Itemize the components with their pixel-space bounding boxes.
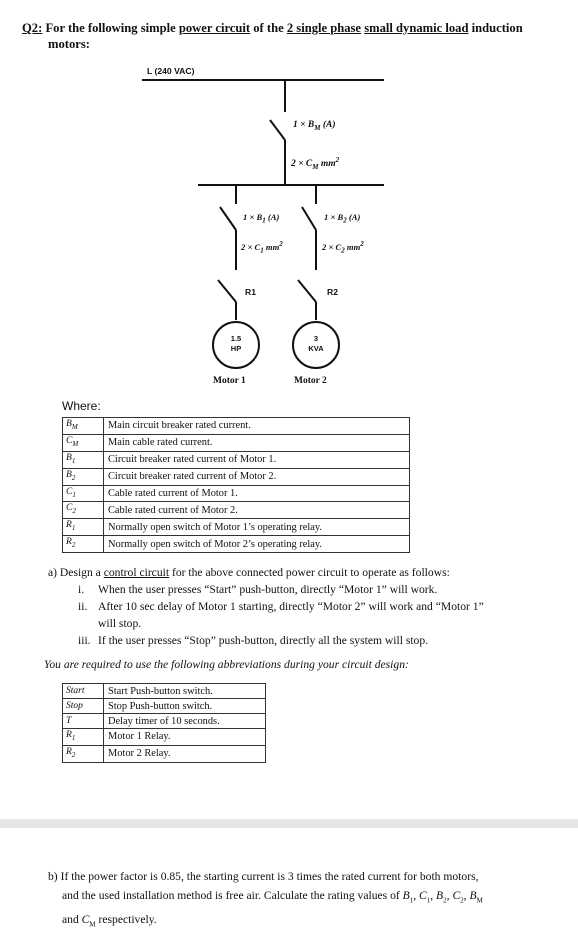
motor-1-name: Motor 1 [213, 376, 246, 386]
where-label: Where: [62, 399, 101, 413]
item-number: ii. [78, 600, 88, 613]
symbol-cell: $R_1$ [63, 519, 104, 536]
breaker-2-switch [302, 207, 316, 230]
part-b-text-1: If the power factor is 0.85, the starting current is 3 times the rated current for both motors, [60, 870, 479, 883]
term-single-phase: 2 single phase [286, 21, 362, 35]
motor-2-rating-unit: KVA [308, 344, 324, 353]
part-b-line-1 [48, 867, 568, 886]
relay-1-label: R1 [245, 287, 256, 297]
symbol-cell: $B_M$ [63, 418, 104, 435]
description-cell: Delay timer of 10 seconds. [104, 714, 266, 729]
part-a-list [78, 581, 568, 649]
main-cable-label: $2 \times C_M$ $mm^2$ [291, 156, 340, 172]
description-cell: Stop Push-button switch. [104, 699, 266, 714]
abbreviation-row [63, 745, 266, 762]
term-control-circuit: control circuit [103, 566, 170, 579]
motor-2-rating-value: 3 [313, 334, 319, 343]
question-mid: of the [253, 21, 284, 35]
part-a-text-after: for the above connected power circuit to operate as follows: [171, 566, 450, 579]
list-item [78, 581, 568, 598]
cable-1-label: $2 \times C_1$ $mm^2$ [241, 240, 283, 255]
item-number: iii. [78, 634, 91, 647]
part-b-label: b) [48, 870, 58, 883]
abbreviation-row [63, 699, 266, 714]
item-number: i. [78, 583, 85, 596]
symbol-row [63, 502, 410, 519]
abbreviation-requirement: You are required to use the following abbreviations during your circuit design: [44, 658, 409, 671]
symbol-cell: $R_1$ [63, 729, 104, 746]
abbreviation-row [63, 729, 266, 746]
list-item [78, 632, 568, 649]
main-breaker-label: $1 \times B_M$ (A) [293, 120, 336, 132]
abbreviation-row [63, 714, 266, 729]
motor-1-rating-value: 1.5 [230, 334, 242, 343]
power-circuit-diagram [0, 0, 578, 400]
item-text: After 10 sec delay of Motor 1 starting, directly “Motor 2” will work and “Motor 1” [98, 600, 484, 613]
symbol-cell: $C_M$ [63, 434, 104, 451]
symbol-cell: $C_1$ [63, 485, 104, 502]
question-number: Q2: [22, 21, 43, 35]
symbol-cell: $B_1$ [63, 451, 104, 468]
question-intro: For the following simple [45, 21, 176, 35]
breaker-1-label: $1 \times B_1$ (A) [243, 212, 280, 225]
term-induction: induction [471, 21, 523, 35]
symbol-row [63, 434, 410, 451]
part-b-line-2 [48, 886, 568, 910]
part-b-text-3: and $C_M$ respectively. [62, 913, 157, 929]
description-cell: Normally open switch of Motor 2’s operating relay. [104, 536, 410, 553]
description-cell: Cable rated current of Motor 1. [104, 485, 410, 502]
description-cell: Circuit breaker rated current of Motor 2. [104, 468, 410, 485]
symbol-row [63, 468, 410, 485]
item-text: If the user presses “Stop” push-button, directly all the system will stop. [98, 634, 429, 647]
description-cell: Circuit breaker rated current of Motor 1. [104, 451, 410, 468]
symbol-row [63, 536, 410, 553]
abbreviation-row [63, 684, 266, 699]
part-a-text-before: Design a [59, 566, 101, 579]
breaker-1-switch [220, 207, 236, 230]
part-a-label: a) [48, 566, 58, 579]
part-a-heading [48, 564, 568, 581]
abbreviation-table [62, 683, 266, 763]
item-continuation: will stop. [98, 617, 142, 630]
part-a [48, 564, 568, 581]
term-power-circuit: power circuit [178, 21, 251, 35]
symbol-table [62, 417, 410, 553]
description-cell: Motor 2 Relay. [104, 745, 266, 762]
motor-1-rating-unit: HP [230, 344, 242, 353]
symbol-cell: Start [63, 684, 104, 699]
symbol-cell: $B_2$ [63, 468, 104, 485]
symbol-cell: $C_2$ [63, 502, 104, 519]
description-cell: Normally open switch of Motor 1’s operating relay. [104, 519, 410, 536]
section-separator [0, 819, 578, 828]
symbol-cell: $R_2$ [63, 745, 104, 762]
part-b-line-3 [48, 910, 568, 934]
symbol-row [63, 485, 410, 502]
part-b-text-2: and the used installation method is free air. Calculate the rating values of $B_1$, $C_1$, $B_2$, $C_2$, $B_M$ [62, 889, 483, 905]
main-breaker-switch [270, 120, 285, 140]
relay-2-switch [298, 280, 316, 302]
relay-1-switch [218, 280, 236, 302]
list-item [78, 598, 568, 615]
supply-label: L (240 VAC) [147, 66, 195, 76]
symbol-row [63, 519, 410, 536]
description-cell: Main circuit breaker rated current. [104, 418, 410, 435]
motor-2-name: Motor 2 [294, 376, 327, 386]
symbol-cell: $R_2$ [63, 536, 104, 553]
part-b [48, 867, 568, 935]
symbol-cell: Stop [63, 699, 104, 714]
symbol-row [63, 418, 410, 435]
symbol-cell: T [63, 714, 104, 729]
breaker-2-label: $1 \times B_2$ (A) [324, 212, 361, 225]
motor-1-rating [226, 334, 246, 354]
symbol-row [63, 451, 410, 468]
description-cell: Motor 1 Relay. [104, 729, 266, 746]
description-cell: Main cable rated current. [104, 434, 410, 451]
motor-2-rating [304, 334, 328, 354]
cable-2-label: $2 \times C_2$ $mm^2$ [322, 240, 364, 255]
relay-2-label: R2 [327, 287, 338, 297]
description-cell: Start Push-button switch. [104, 684, 266, 699]
description-cell: Cable rated current of Motor 2. [104, 502, 410, 519]
term-small-dynamic-load: small dynamic load [364, 21, 469, 35]
item-text: When the user presses “Start” push-button, directly “Motor 1” will work. [98, 583, 438, 596]
question-line-2: motors: [48, 37, 90, 51]
